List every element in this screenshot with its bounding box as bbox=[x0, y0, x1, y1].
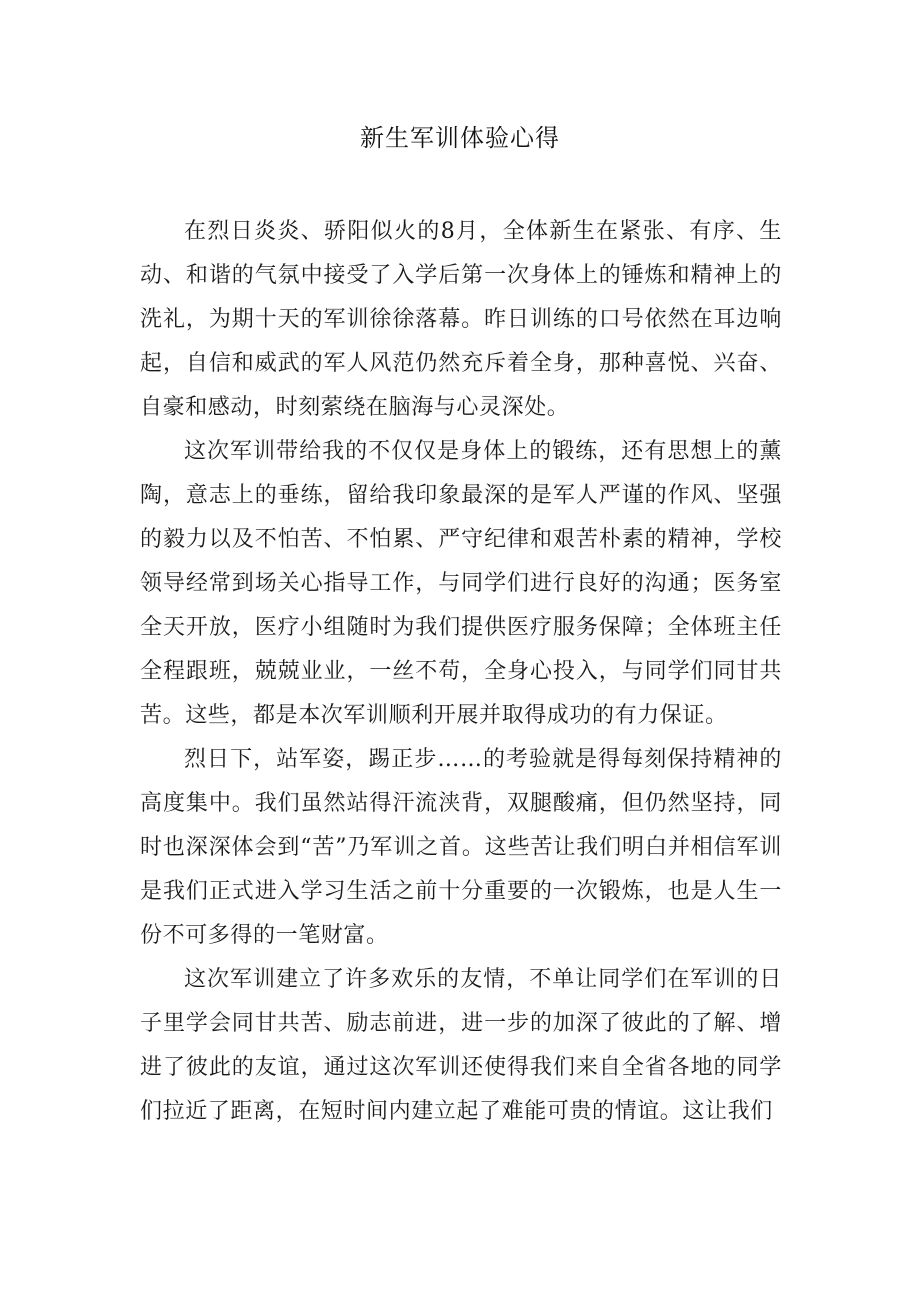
paragraph-1: 在烈日炎炎、骄阳似火的8月，全体新生在紧张、有序、生动、和谐的气氛中接受了入学后第一次身体上的锤炼和精神上的洗礼，为期十天的军训徐徐落幕。昨日训练的口号依然在耳边响起，自信和威武的军人风范仍然充斥着全身，那种喜悦、兴奋、自豪和感动，时刻萦绕在脑海与心灵深处。 bbox=[140, 219, 782, 420]
document-body bbox=[140, 210, 782, 1134]
paragraph-3: 烈日下，站军姿，踢正步……的考验就是得每刻保持精神的高度集中。我们虽然站得汗流浃背，双腿酸痛，但仍然坚持，同时也深深体会到“苦”乃军训之首。这些苦让我们明白并相信军训是我们正式进入学习生活之前十分重要的一次锻炼，也是人生一份不可多得的一笔财富。 bbox=[140, 747, 782, 948]
document-title: 新生军训体验心得 bbox=[360, 124, 560, 152]
paragraph-2: 这次军训带给我的不仅仅是身体上的锻练，还有思想上的薰陶，意志上的垂练，留给我印象最深的是军人严谨的作风、坚强的毅力以及不怕苦、不怕累、严守纪律和艰苦朴素的精神，学校领导经常到场关心指导工作，与同学们进行良好的沟通；医务室全天开放，医疗小组随时为我们提供医疗服务保障；全体班主任全程跟班，兢兢业业，一丝不苟，全身心投入，与同学们同甘共苦。这些，都是本次军训顺利开展并取得成功的有力保证。 bbox=[140, 439, 782, 728]
paragraph-4: 这次军训建立了许多欢乐的友情，不单让同学们在军训的日子里学会同甘共苦、励志前进，进一步的加深了彼此的了解、增进了彼此的友谊，通过这次军训还使得我们来自全省各地的同学们拉近了距离，在短时间内建立起了难能可贵的情谊。这让我们 bbox=[140, 967, 782, 1124]
